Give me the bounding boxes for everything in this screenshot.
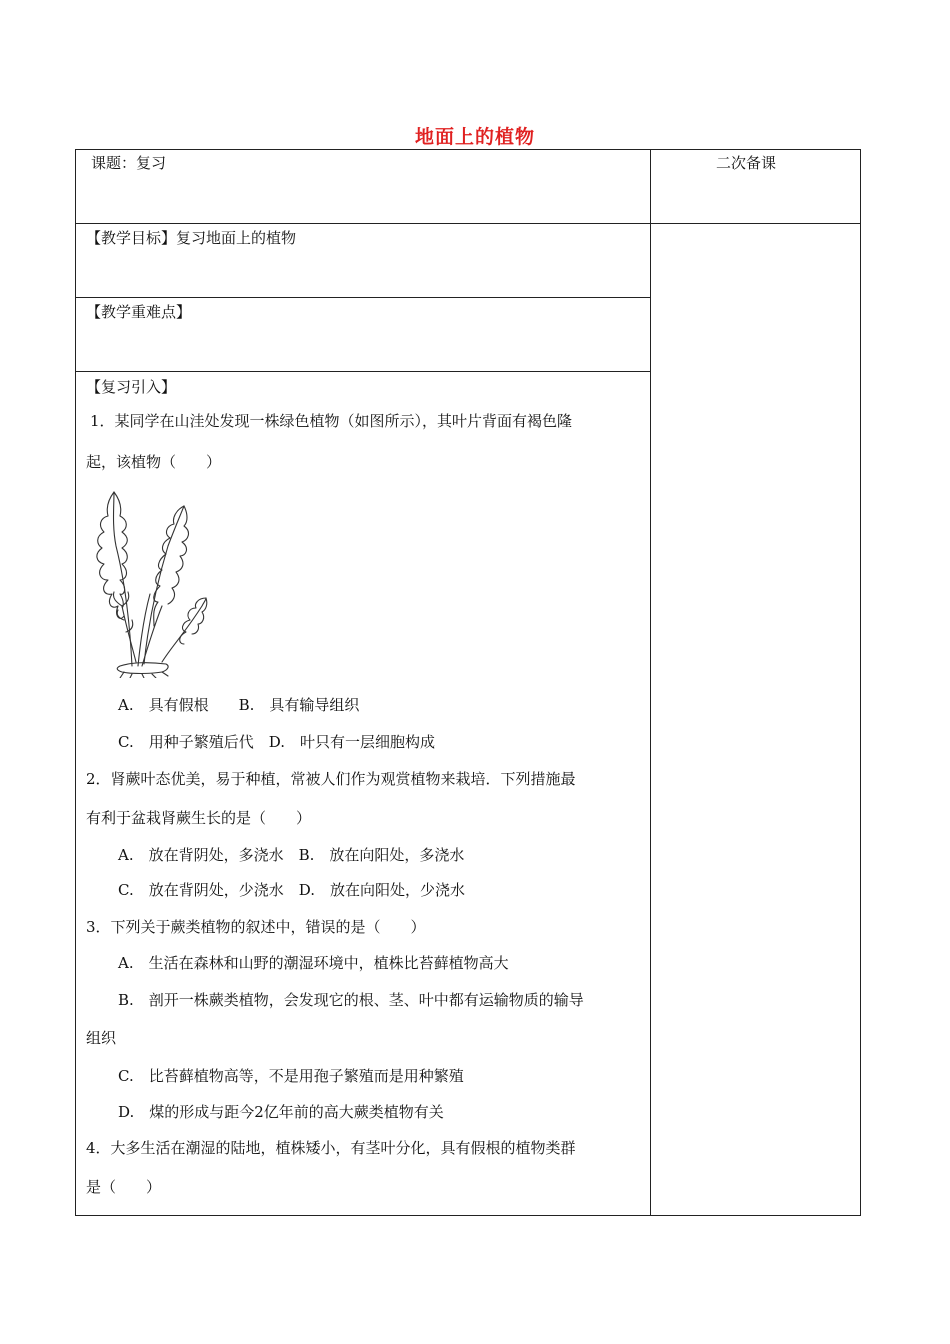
- question-2-stem-line-2: 有利于盆栽肾蕨生长的是（ ）: [86, 809, 312, 827]
- question-3-option-b: B. 剖开一株蕨类植物，会发现它的根、茎、叶中都有运输物质的输导: [118, 991, 584, 1009]
- question-1-options-line-2: C. 用种子繁殖后代 D. 叶只有一层细胞构成: [118, 733, 435, 751]
- question-3-option-b-continued: 组织: [86, 1029, 117, 1047]
- question-1-options-line-1: A. 具有假根 B. 具有输导组织: [118, 696, 360, 714]
- page-title: 地面上的植物: [414, 126, 535, 148]
- second-prep-label: 二次备课: [716, 154, 777, 172]
- question-2-options-line-2: C. 放在背阴处，少浇水 D. 放在向阳处，少浇水: [118, 881, 465, 899]
- question-4-stem-line-2: 是（ ）: [86, 1178, 162, 1196]
- question-2-options-line-1: A. 放在背阴处，多浇水 B. 放在向阳处，多浇水: [118, 846, 465, 864]
- question-3-option-a: A. 生活在森林和山野的潮湿环境中，植株比苔藓植物高大: [118, 954, 509, 972]
- question-3-option-d: D. 煤的形成与距今2亿年前的高大蕨类植物有关: [118, 1103, 444, 1121]
- review-intro-heading: 【复习引入】: [86, 378, 177, 396]
- teaching-key-points: 【教学重难点】: [86, 303, 192, 321]
- question-3-option-c: C. 比苔藓植物高等，不是用孢子繁殖而是用种繁殖: [118, 1067, 464, 1085]
- fern-plant-illustration: [92, 486, 220, 678]
- teaching-objective: 【教学目标】复习地面上的植物: [86, 229, 297, 247]
- question-4-stem-line-1: 4．大多生活在潮湿的陆地，植株矮小，有茎叶分化，具有假根的植物类群: [86, 1139, 576, 1157]
- question-1-stem-line-1: 1．某同学在山洼处发现一株绿色植物（如图所示），其叶片背面有褐色隆: [90, 412, 573, 430]
- question-2-stem-line-1: 2．肾蕨叶态优美，易于种植，常被人们作为观赏植物来栽培．下列措施最: [86, 770, 576, 788]
- question-3-stem-line-1: 3．下列关于蕨类植物的叙述中，错误的是（ ）: [86, 918, 426, 936]
- second-prep-column: [650, 223, 861, 1216]
- question-1-stem-line-2: 起，该植物（ ）: [86, 453, 222, 471]
- topic-label: 课题：复习: [91, 154, 167, 172]
